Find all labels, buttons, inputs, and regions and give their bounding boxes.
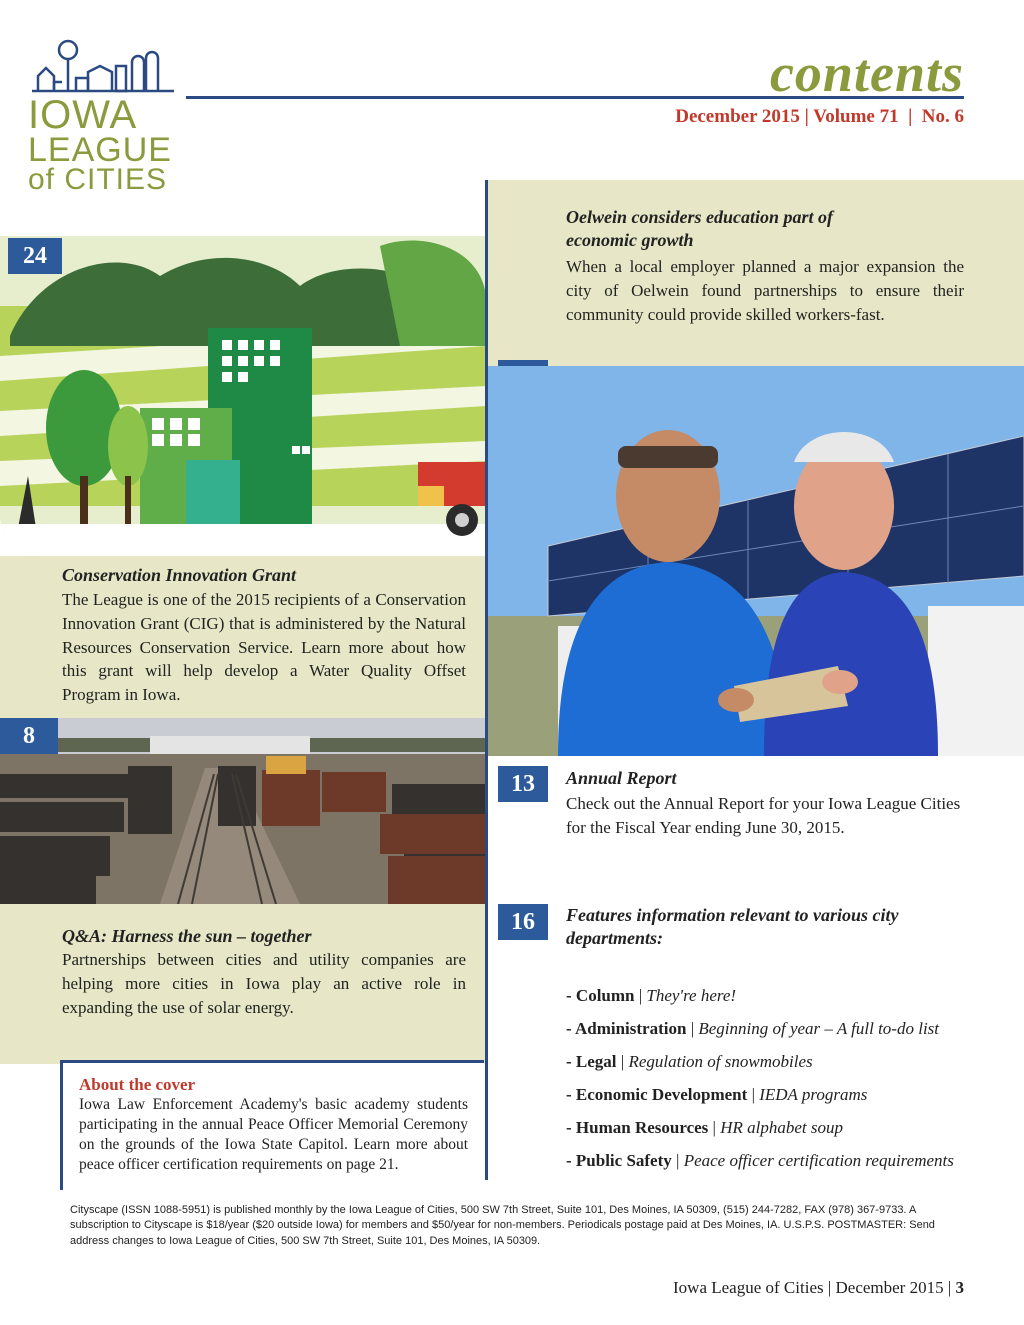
feature-desc: Peace officer certification requirements: [683, 1151, 954, 1170]
page-number: 3: [955, 1278, 964, 1297]
list-item[interactable]: - Column | They're here!: [566, 986, 737, 1005]
page-badge-16[interactable]: 16: [498, 904, 548, 940]
feature-desc: Beginning of year – A full to-do list: [698, 1019, 940, 1038]
feature-desc: HR alphabet soup: [720, 1118, 843, 1137]
feature-label: - Administration: [566, 1019, 687, 1038]
story-13-body: Check out the Annual Report for your Iowa League Cities for the Fiscal Year ending June 30, 2015.: [566, 794, 961, 837]
story-16-title[interactable]: Features information relevant to various city departments:: [566, 905, 899, 949]
story-10-body: When a local employer planned a major expansion the city of Oelwein found partnerships to ensure their community could provide skilled workers-fast.: [566, 257, 964, 324]
story-13-title[interactable]: Annual Report: [566, 768, 677, 788]
logo-line-3: of CITIES: [28, 163, 168, 197]
publication-notice: Cityscape (ISSN 1088-5951) is published monthly by the Iowa League of Cities, 500 SW 7th Street, Suite 101, Des Moines, IA 50309, (515) 244-7282, FAX (978) 367-9733. A subscription to Cityscape is $18/year ($20 outside Iowa) for members and $50/year for non-members. Periodicals postage paid at Des Moines, IA. U.S.P.S. POSTMASTER: Send address changes to Iowa League of Cities, 500 SW 7th Street, Suite 101, Des Moines, IA 50309.: [70, 1204, 935, 1247]
feature-desc: Regulation of snowmobiles: [628, 1052, 813, 1071]
about-cover-body: Iowa Law Enforcement Academy's basic academy students participating in the annual Peace Officer Memorial Ceremony on the grounds of the Iowa State Capitol. Learn more about peace officer certification requirements on page 21.: [79, 1096, 468, 1174]
about-cover-title: About the cover: [79, 1075, 196, 1094]
rail-yard-photo: [0, 718, 486, 904]
solar-partners-photo: [488, 366, 1024, 756]
list-item[interactable]: - Public Safety | Peace officer certification requirements: [566, 1151, 954, 1170]
page-footer: [673, 1278, 964, 1298]
skyline-icon: [28, 36, 178, 96]
feature-desc: IEDA programs: [759, 1085, 868, 1104]
feature-label: - Column: [566, 986, 635, 1005]
story-10-title[interactable]: Oelwein considers education part of economic growth: [566, 207, 834, 251]
footer-text: Iowa League of Cities | December 2015 |: [673, 1278, 956, 1297]
page-badge-8[interactable]: 8: [0, 718, 58, 754]
list-item[interactable]: - Human Resources | HR alphabet soup: [566, 1118, 843, 1137]
story-8-body: Partnerships between cities and utility companies are helping more cities in Iowa play an active role in expanding the use of solar energy.: [62, 950, 466, 1017]
story-8-title[interactable]: Q&A: Harness the sun – together: [62, 926, 312, 946]
list-item[interactable]: - Legal | Regulation of snowmobiles: [566, 1052, 813, 1071]
page-badge-13[interactable]: 13: [498, 766, 548, 802]
page-badge-24[interactable]: 24: [8, 238, 62, 274]
list-item[interactable]: - Administration | Beginning of year – A full to-do list: [566, 1019, 940, 1038]
story-24-body: The League is one of the 2015 recipients of a Conservation Innovation Grant (CIG) that is administered by the Natural Resources Conservation Service. Learn more about how this grant will help develop a Water Quality Offset Program in Iowa.: [62, 590, 466, 705]
story-24-title[interactable]: Conservation Innovation Grant: [62, 565, 297, 585]
about-cover-box: [60, 1060, 484, 1190]
logo-line-1: IOWA: [28, 93, 138, 137]
feature-label: - Economic Development: [566, 1085, 748, 1104]
conservation-illustration: [0, 236, 486, 556]
list-item[interactable]: - Economic Development | IEDA programs: [566, 1085, 868, 1104]
issue-line: December 2015 | Volume 71 | No. 6: [675, 106, 964, 127]
feature-label: - Human Resources: [566, 1118, 709, 1137]
feature-label: - Legal: [566, 1052, 617, 1071]
iowa-league-logo: [28, 36, 178, 211]
page-title: contents: [769, 43, 964, 103]
feature-desc: They're here!: [646, 986, 737, 1005]
logo-line-2: LEAGUE: [28, 131, 172, 169]
feature-label: - Public Safety: [566, 1151, 672, 1170]
department-features-list: [566, 986, 1006, 1184]
